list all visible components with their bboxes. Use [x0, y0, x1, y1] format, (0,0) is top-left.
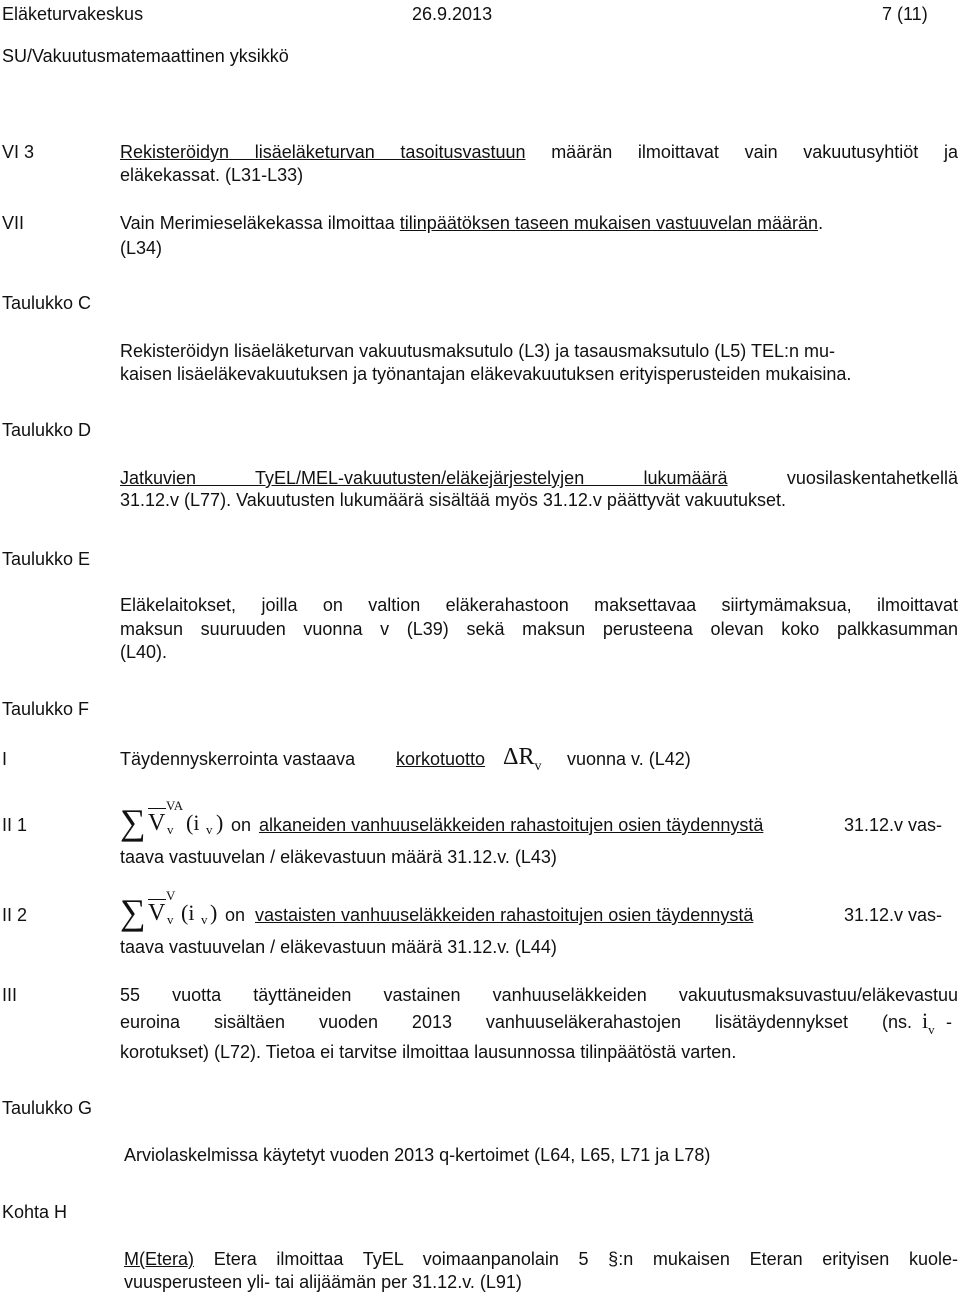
header-page: 7 (11) [882, 4, 928, 24]
kohta-h-rest: Etera ilmoittaa TyEL voimaanpanolain 5 §:n mukaisen Eteran erityisen kuole- [213, 1249, 958, 1269]
taulukko-c-heading: Taulukko C [2, 293, 92, 313]
i-subscript: v [201, 912, 208, 927]
row-label-f-i: I [2, 749, 8, 769]
vi3-underlined: Rekisteröidyn lisäeläketurvan tasoitusvastuun [120, 142, 526, 162]
f-iii-line3: korotukset) (L72). Tietoa ei tarvitse ilmoittaa lausunnossa tilinpäätöstä varten. [120, 1042, 737, 1062]
kohta-h-heading: Kohta H [2, 1202, 68, 1222]
f-iii-line1: 55 vuotta täyttäneiden vastainen vanhuuseläkkeiden vakuutusmaksuvastuu/eläkevastuu [120, 985, 958, 1005]
f-i-pre: Täydennyskerrointa vastaava [120, 749, 356, 769]
taulukko-d-underlined: Jatkuvien TyEL/MEL-vakuutusten/eläkejärjestelyjen lukumäärä [120, 468, 728, 488]
row-label-f-ii1: II 1 [2, 815, 28, 835]
i-symbol: i [922, 1008, 929, 1033]
vi3-rest: määrän ilmoittavat vain vakuutusyhtiöt ja [551, 142, 958, 162]
delta-r-formula [503, 742, 541, 776]
row-vi3-line1 [120, 140, 958, 164]
taulukko-f-heading: Taulukko F [2, 699, 90, 719]
f-ii1-rest: 31.12.v vas- [844, 815, 943, 835]
f-ii1-line2: taava vastuuvelan / eläkevastuun määrä 31.12.v. (L43) [120, 847, 557, 867]
f-ii2-rest: 31.12.v vas- [844, 905, 943, 925]
taulukko-e-line2: maksun suuruuden vuonna v (L39) sekä maksun perusteena olevan koko palkkasumman [120, 619, 958, 639]
v-symbol: V [148, 810, 166, 836]
taulukko-e-line3: (L40). [120, 642, 168, 662]
f-iii-dash: - [946, 1012, 952, 1032]
row-label-vi3: VI 3 [2, 142, 35, 162]
f-ii2-pre: on [225, 905, 246, 925]
f-ii2-line2: taava vastuuvelan / eläkevastuun määrä 31.12.v. (L44) [120, 937, 557, 957]
i-paren: (i [181, 900, 195, 925]
row-label-vii: VII [2, 213, 25, 233]
taulukko-d-rest: vuosilaskentahetkellä [786, 468, 958, 488]
taulukko-g-line1: Arviolaskelmissa käytetyt vuoden 2013 q-kertoimet (L64, L65, L71 ja L78) [124, 1145, 711, 1165]
f-i-post: vuonna v. (L42) [567, 749, 691, 769]
v-subscript: v [167, 912, 174, 927]
row-label-f-ii2: II 2 [2, 905, 28, 925]
f-i-underlined: korkotuotto [396, 749, 486, 769]
kohta-h-line2: vuusperusteen yli- tai alijäämän per 31.12.v. (L91) [124, 1272, 522, 1292]
vii-post: . [818, 213, 824, 233]
v-symbol: V [148, 900, 166, 926]
taulukko-g-heading: Taulukko G [2, 1098, 93, 1118]
f-ii1-pre: on [231, 815, 252, 835]
f-iii-line2: euroina sisältäen vuoden 2013 vanhuuseläkerahastojen lisätäydennykset (ns. [120, 1012, 912, 1032]
header-date: 26.9.2013 [412, 4, 493, 24]
i-paren: (i [186, 810, 200, 835]
vii-pre: Vain Merimieseläkekassa ilmoittaa [120, 213, 395, 233]
va-superscript: VA [166, 798, 184, 813]
kohta-h-underlined: M(Etera) [124, 1249, 195, 1269]
taulukko-c-line2: kaisen lisäeläkevakuutuksen ja työnantajan eläkevakuutuksen erityisperusteiden mukaisina. [120, 364, 852, 384]
f-ii2-underlined: vastaisten vanhuuseläkkeiden rahastoitujen osien täydennystä [255, 905, 754, 925]
header-org: Eläketurvakeskus [2, 4, 144, 24]
sum-icon: ∑ [120, 802, 146, 842]
row-label-f-iii: III [2, 985, 18, 1005]
taulukko-d-heading: Taulukko D [2, 420, 92, 440]
r-subscript: v [534, 759, 542, 774]
close-paren: ) [216, 810, 224, 835]
row-vii-line2: (L34) [120, 238, 163, 258]
header-unit: SU/Vakuutusmatemaattinen yksikkö [2, 46, 289, 66]
row-vii-line1 [120, 211, 958, 235]
sum-icon: ∑ [120, 892, 146, 932]
i-subscript: v [928, 1022, 935, 1037]
kohta-h-line1 [124, 1247, 958, 1271]
v-subscript: v [167, 822, 174, 837]
iv-symbol [922, 1007, 935, 1038]
taulukko-e-heading: Taulukko E [2, 549, 91, 569]
vii-underlined: tilinpäätöksen taseen mukaisen vastuuvelan määrän [399, 213, 819, 233]
r-symbol: R [518, 744, 535, 770]
taulukko-e-line1: Eläkelaitokset, joilla on valtion eläkerahastoon maksettavaa siirtymämaksua, ilmoittavat [120, 595, 958, 615]
f-ii1-underlined: alkaneiden vanhuuseläkkeiden rahastoitujen osien täydennystä [259, 815, 764, 835]
taulukko-d-line2: 31.12.v (L77). Vakuutusten lukumäärä sisältää myös 31.12.v päättyvät vakuutukset. [120, 490, 787, 510]
taulukko-c-line1: Rekisteröidyn lisäeläketurvan vakuutusmaksutulo (L3) ja tasausmaksutulo (L5) TEL:n mu- [120, 341, 835, 361]
delta-symbol: Δ [503, 744, 519, 770]
close-paren: ) [210, 900, 218, 925]
row-vi3-line2: eläkekassat. (L31-L33) [120, 165, 304, 185]
taulukko-d-line1 [120, 466, 958, 490]
v-superscript: V [166, 888, 176, 903]
i-subscript: v [206, 822, 213, 837]
